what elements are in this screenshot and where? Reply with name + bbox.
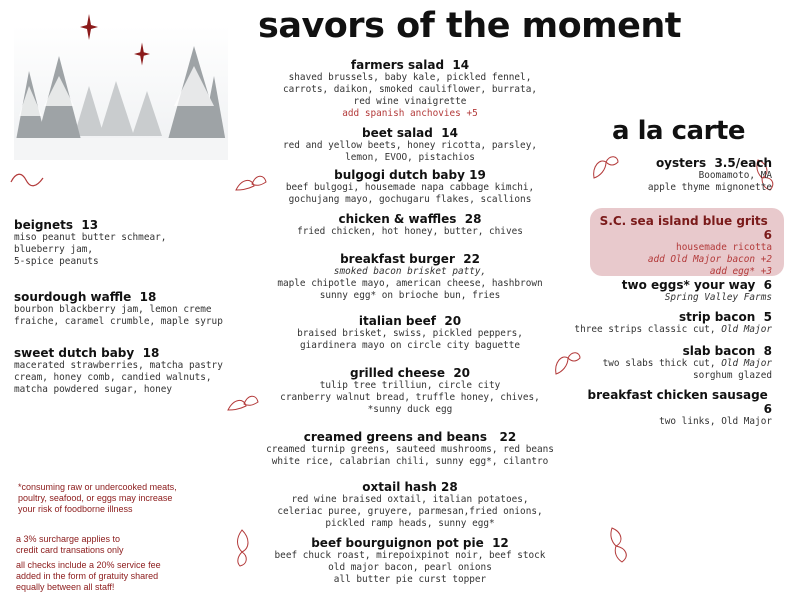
dish-description: two slabs thick cut, bbox=[602, 358, 716, 369]
dish-producer: Old Major bbox=[721, 324, 772, 335]
leaf-icon bbox=[604, 526, 634, 570]
dish-name: breakfast chicken sausage bbox=[587, 388, 768, 402]
menu-item bbox=[14, 290, 254, 328]
dish-addon: add egg* +3 bbox=[709, 266, 772, 277]
dish-price: 18 bbox=[139, 290, 157, 304]
dish-price: 19 bbox=[469, 168, 486, 182]
dish-description: creamed turnip greens, sauteed mushrooms, red beans white rice, calabrian chili, sunny egg*, cilantro bbox=[266, 444, 554, 467]
dish-description: macerated strawberries, matcha pastry cream, honey comb, candied walnuts, matcha powdered sugar, honey bbox=[14, 360, 223, 395]
dish-price: 20 bbox=[444, 314, 462, 328]
dish-description: Boomamoto, MA bbox=[698, 170, 772, 181]
menu-item bbox=[260, 366, 560, 416]
menu-item-oysters bbox=[580, 156, 772, 194]
dish-name: strip bacon bbox=[679, 310, 756, 324]
dish-description: tulip tree trilliun, circle city cranberry walnut bread, truffle honey, chives, *sunny duck egg bbox=[280, 380, 540, 415]
section-title-a-la-carte: a la carte bbox=[612, 116, 745, 146]
dish-description: three strips classic cut, bbox=[574, 324, 716, 335]
menu-item-grits bbox=[590, 214, 772, 278]
menu-item bbox=[260, 212, 560, 238]
dish-description-italic: smoked bacon brisket patty, bbox=[333, 266, 487, 277]
dish-description: beef bulgogi, housemade napa cabbage kimchi, gochujang mayo, gochugaru flakes, scallions bbox=[285, 182, 535, 205]
dish-description: braised brisket, swiss, pickled peppers, giardinera mayo on circle city baguette bbox=[297, 328, 523, 351]
dish-price: 13 bbox=[81, 218, 99, 232]
menu-item bbox=[260, 58, 560, 120]
dish-addon: add Old Major bacon +2 bbox=[647, 254, 772, 265]
foodborne-illness-notice: *consuming raw or undercooked meats, poultry, seafood, or eggs may increase your risk of foodborne illness bbox=[18, 482, 177, 514]
dish-price: 8 bbox=[763, 344, 772, 358]
dish-name: two eggs* your way bbox=[621, 278, 756, 292]
dish-description: fried chicken, hot honey, butter, chives bbox=[297, 226, 523, 237]
menu-item-eggs bbox=[580, 278, 772, 304]
dish-price: 12 bbox=[492, 536, 509, 550]
page-title: savors of the moment bbox=[258, 6, 681, 46]
dish-description: apple thyme mignonette bbox=[647, 182, 772, 193]
menu-item-strip-bacon bbox=[560, 310, 772, 336]
dish-name: oxtail hash bbox=[362, 480, 437, 494]
dish-description: Spring Valley Farms bbox=[664, 292, 772, 303]
menu-item bbox=[260, 536, 560, 586]
surcharge-notice: a 3% surcharge applies to credit card transations only bbox=[16, 534, 124, 555]
menu-item bbox=[260, 314, 560, 352]
dish-name: chicken & waffles bbox=[338, 212, 457, 226]
dish-price: 14 bbox=[441, 126, 458, 140]
menu-item-sausage bbox=[580, 388, 772, 428]
dish-price: 20 bbox=[453, 366, 471, 380]
dish-description: housemade ricotta bbox=[676, 242, 772, 253]
dish-price: 22 bbox=[499, 430, 517, 444]
dish-price: 6 bbox=[763, 228, 772, 242]
dish-price: 18 bbox=[142, 346, 160, 360]
dish-name: farmers salad bbox=[350, 58, 445, 72]
dish-name: beef bourguignon pot pie bbox=[311, 536, 484, 550]
menu-item bbox=[260, 126, 560, 164]
service-fee-notice: all checks include a 20% service fee added in the form of gratuity shared equally between all staff! bbox=[16, 560, 161, 592]
leaf-icon bbox=[226, 392, 260, 420]
dish-name: beignets bbox=[14, 218, 73, 232]
dish-description: beef chuck roast, mirepoixpinot noir, beef stock old major bacon, pearl onions all butter pie curst topper bbox=[274, 550, 546, 585]
menu-item bbox=[260, 168, 560, 206]
menu-item bbox=[250, 430, 570, 468]
dish-description: red wine braised oxtail, italian potatoes, celeriac puree, gruyere, parmesan,fried onions, pickled ramp heads, sunny egg* bbox=[277, 494, 543, 529]
dish-name: breakfast burger bbox=[340, 252, 455, 266]
menu-item bbox=[260, 480, 560, 530]
dish-name: beet salad bbox=[362, 126, 433, 140]
menu-item-slab-bacon bbox=[580, 344, 772, 382]
menu-item bbox=[14, 346, 254, 396]
dish-name: sourdough waffle bbox=[14, 290, 132, 304]
dish-price: 5 bbox=[763, 310, 772, 324]
dish-name: italian beef bbox=[358, 314, 437, 328]
dish-description: sorghum glazed bbox=[692, 370, 772, 381]
dish-price: 14 bbox=[452, 58, 470, 72]
dish-description: maple chipotle mayo, american cheese, hashbrown sunny egg* on brioche bun, fries bbox=[277, 278, 543, 301]
menu-item bbox=[14, 218, 244, 268]
dish-name: creamed greens and beans bbox=[303, 430, 487, 444]
dish-name: slab bacon bbox=[682, 344, 756, 358]
dish-price: 28 bbox=[441, 480, 458, 494]
dish-producer: Old Major bbox=[721, 358, 772, 369]
dish-price: 22 bbox=[463, 252, 480, 266]
dish-price: 3.5/each bbox=[714, 156, 772, 170]
dish-description: red and yellow beets, honey ricotta, parsley, lemon, EVOO, pistachios bbox=[283, 140, 537, 163]
dish-addon: add spanish anchovies +5 bbox=[342, 108, 478, 119]
dish-description: miso peanut butter schmear, blueberry jam, 5-spice peanuts bbox=[14, 232, 167, 267]
dish-price: 6 bbox=[763, 402, 772, 416]
dish-name: S.C. sea island blue grits bbox=[599, 214, 768, 228]
winter-trees-image bbox=[14, 26, 228, 160]
sparkle-icon bbox=[80, 14, 98, 44]
dish-name: sweet dutch baby bbox=[14, 346, 135, 360]
dish-name: bulgogi dutch baby bbox=[334, 168, 465, 182]
dish-name: oysters bbox=[655, 156, 707, 170]
menu-item bbox=[260, 252, 560, 302]
dish-description: bourbon blackberry jam, lemon creme fraiche, caramel crumble, maple syrup bbox=[14, 304, 223, 327]
dish-name: grilled cheese bbox=[349, 366, 445, 380]
dish-description: shaved brussels, baby kale, pickled fennel, carrots, daikon, smoked cauliflower, burrata, red wine vinaigrette bbox=[283, 72, 537, 107]
dish-description: two links, Old Major bbox=[659, 416, 772, 427]
squiggle-icon bbox=[10, 172, 44, 192]
dish-price: 6 bbox=[763, 278, 772, 292]
dish-price: 28 bbox=[464, 212, 482, 226]
sparkle-icon bbox=[134, 42, 150, 70]
